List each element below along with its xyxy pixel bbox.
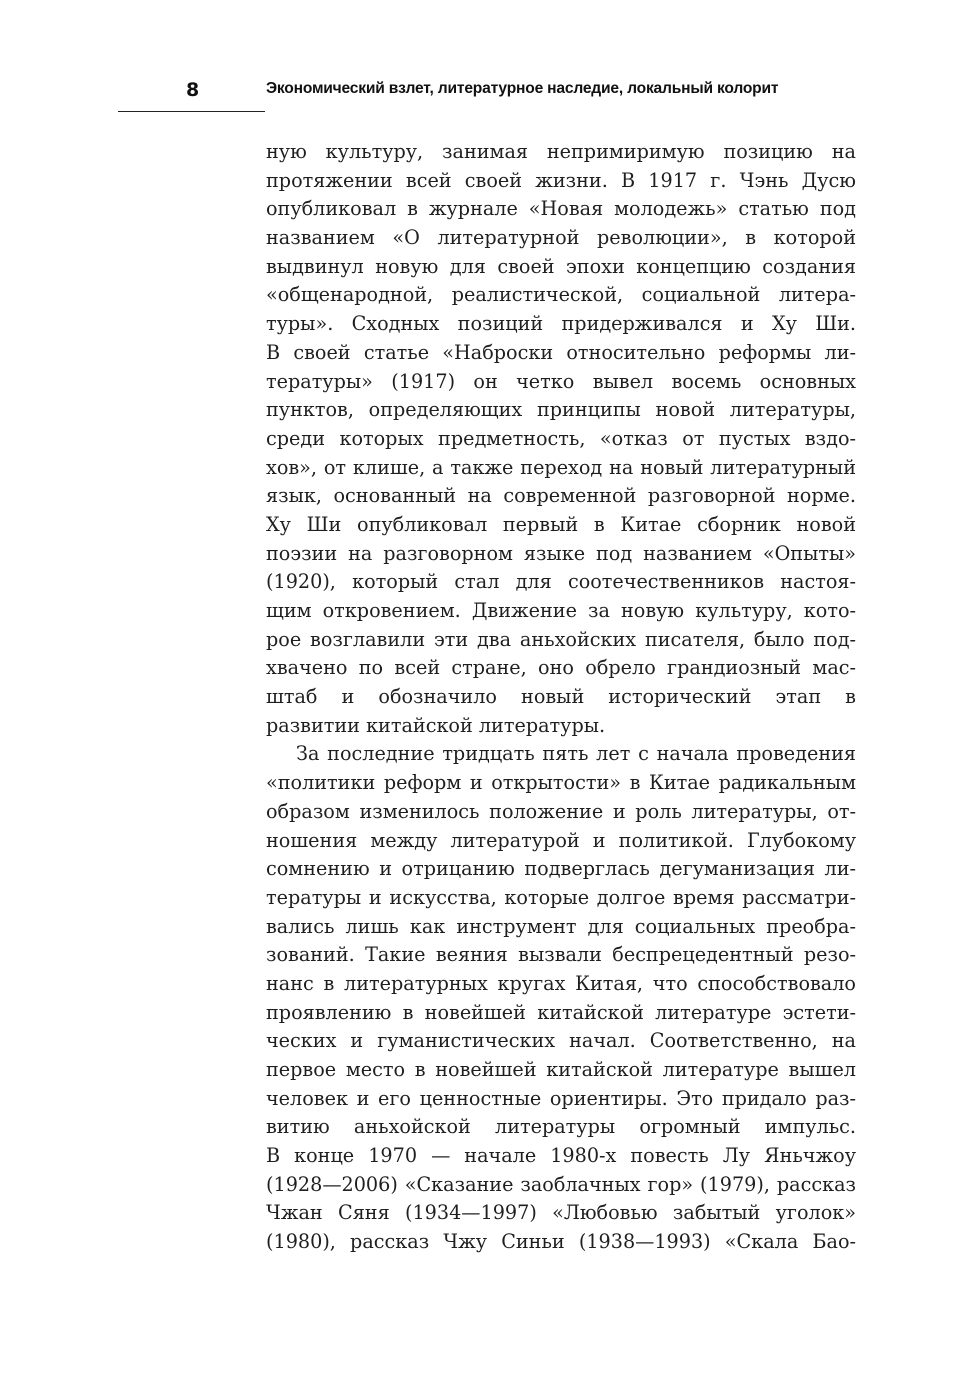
text-line: образом изменилось положение и роль литературы, от- — [266, 799, 856, 823]
text-line: За последние тридцать пять лет с начала проведения — [296, 742, 856, 766]
text-line: В своей статье «Наброски относительно реформы ли- — [266, 340, 856, 364]
text-line: «политики реформ и открытости» в Китае радикальным — [266, 771, 856, 795]
text-line: хов», от клише, а также переход на новый литературный — [266, 455, 856, 479]
text-line: протяжении всей своей жизни. В 1917 г. Чэнь Дусю — [266, 168, 856, 192]
text-line: зований. Такие веяния вызвали беспрецедентный резо- — [266, 943, 856, 967]
text-line: (1920), который стал для соотечественников настоя- — [266, 570, 856, 594]
text-line: человек и его ценностные ориентиры. Это придало раз- — [266, 1086, 856, 1110]
text-line: тературы и искусства, которые долгое время рассматри- — [266, 885, 856, 909]
text-line: (1928—2006) «Сказание заоблачных гор» (1979), рассказ — [266, 1172, 856, 1196]
text-line: хвачено по всей стране, оно обрело грандиозный мас- — [266, 656, 856, 680]
text-line: опубликовал в журнале «Новая молодежь» статью под — [266, 197, 856, 221]
text-line: Ху Ши опубликовал первый в Китае сборник новой — [266, 512, 856, 536]
text-line: тературы» (1917) он четко вывел восемь основных — [266, 369, 856, 393]
text-line: проявлению в новейшей китайской литературе эстети- — [266, 1000, 856, 1024]
body-text — [266, 138, 856, 1257]
text-line: (1980), рассказ Чжу Синьи (1938—1993) «Скала Бао- — [266, 1230, 856, 1254]
text-line: туры». Сходных позиций придерживался и Ху Ши. — [266, 312, 856, 336]
text-line: развитии китайской литературы. — [266, 713, 606, 737]
text-line: сомнению и отрицанию подверглась дегуманизация ли- — [266, 857, 856, 881]
text-line: штаб и обозначило новый исторический этап в — [266, 685, 856, 709]
text-line: первое место в новейшей китайской литературе вышел — [266, 1058, 856, 1081]
text-line: витию аньхойской литературы огромный импульс. — [266, 1115, 856, 1139]
text-line: «общенародной, реалистической, социальной литера- — [266, 283, 856, 307]
text-line: поэзии на разговорном языке под названием «Опыты» — [266, 541, 856, 565]
running-header-title: Экономический взлет, литературное наследие, локальный колорит — [266, 80, 779, 97]
text-line: В конце 1970 — начале 1980-х повесть Лу Яньчжоу — [266, 1144, 856, 1168]
paragraph — [266, 740, 856, 1256]
text-line: вались лишь как инструмент для социальных преобра- — [266, 914, 856, 938]
text-line: ческих и гуманистических начал. Соответственно, на — [266, 1029, 856, 1053]
page-number: 8 — [186, 79, 200, 101]
text-line: щим откровением. Движение за новую культуру, кото- — [266, 599, 856, 622]
text-line: выдвинул новую для своей эпохи концепцию создания — [266, 254, 856, 278]
text-line: ношения между литературой и политикой. Глубокому — [266, 828, 856, 852]
text-line: пунктов, определяющих принципы новой литературы, — [266, 398, 856, 422]
text-line: язык, основанный на современной разговорной норме. — [266, 484, 856, 508]
text-line: Чжан Сяня (1934—1997) «Любовью забытый уголок» — [266, 1201, 856, 1225]
text-line: рое возглавили эти два аньхойских писателя, было под- — [266, 627, 856, 651]
text-line: среди которых предметность, «отказ от пустых вздо- — [266, 426, 856, 450]
text-line: нанс в литературных кругах Китая, что способствовало — [266, 971, 856, 995]
text-line: названием «О литературной революции», в которой — [266, 226, 856, 250]
text-line: ную культуру, занимая непримиримую позицию на — [266, 140, 856, 163]
paragraph — [266, 138, 856, 740]
header-rule — [118, 111, 265, 112]
